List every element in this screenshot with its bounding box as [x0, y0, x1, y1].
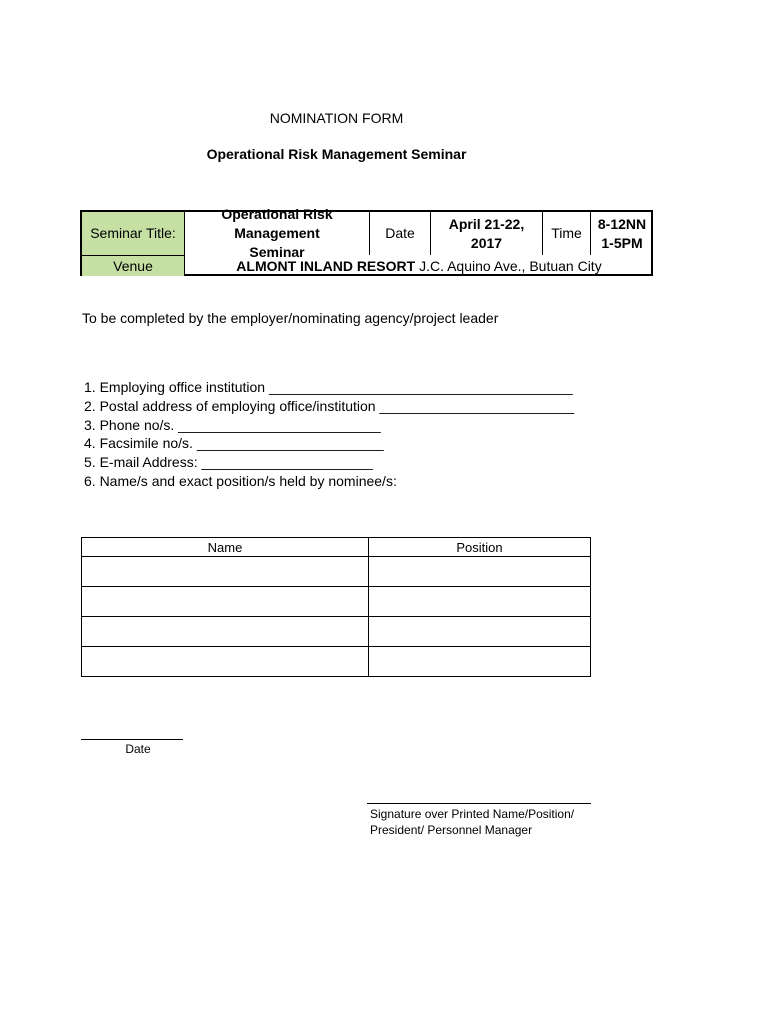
- seminar-title-value: Operational Risk Management Seminar: [221, 206, 333, 260]
- table-row: [82, 646, 590, 677]
- name-cell[interactable]: [82, 617, 368, 646]
- position-cell[interactable]: [369, 557, 590, 586]
- seminar-title-label: Seminar Title:: [82, 212, 184, 255]
- table-row: [82, 586, 590, 616]
- position-cell[interactable]: [369, 617, 590, 646]
- item-nominees: 6. Name/s and exact position/s held by nominee/s:: [84, 472, 397, 489]
- venue-label: Venue: [82, 256, 184, 276]
- time-value: [591, 212, 653, 255]
- date-signature-line: [81, 739, 183, 740]
- venue-name: ALMONT INLAND RESORT: [236, 257, 416, 274]
- divider: [430, 212, 431, 255]
- divider: [369, 212, 370, 255]
- time-label: Time: [551, 225, 582, 241]
- item-employing-office: 1. Employing office institution _______________________________________: [84, 379, 573, 395]
- column-header-name: Name: [207, 539, 243, 555]
- name-cell[interactable]: [82, 587, 368, 616]
- item-postal-address: 2. Postal address of employing office/institution _________________________: [84, 397, 575, 414]
- signature-label-line-2: President/ Personnel Manager: [370, 823, 533, 837]
- date-label-footer: Date: [125, 742, 151, 756]
- time-value-morning: 8-12NN: [597, 215, 647, 232]
- form-title: NOMINATION FORM: [269, 110, 404, 126]
- name-cell[interactable]: [82, 647, 368, 677]
- name-cell[interactable]: [82, 557, 368, 586]
- venue-address: J.C. Aquino Ave., Butuan City: [419, 257, 602, 274]
- position-cell[interactable]: [369, 647, 590, 677]
- position-cell[interactable]: [369, 587, 590, 616]
- divider: [590, 212, 591, 255]
- table-row: [82, 616, 590, 646]
- form-items-list: [84, 378, 574, 491]
- signature-label: [370, 806, 574, 838]
- column-header-position: Position: [456, 539, 503, 555]
- intro-text: To be completed by the employer/nominating agency/project leader: [82, 310, 499, 326]
- divider: [184, 212, 185, 276]
- item-facsimile: 4. Facsimile no/s. ________________________: [84, 435, 384, 452]
- form-subtitle: Operational Risk Management Seminar: [206, 146, 467, 162]
- divider: [542, 212, 543, 255]
- date-label: Date: [385, 225, 415, 241]
- nominee-table: [81, 537, 591, 677]
- time-value-afternoon: 1-5PM: [601, 234, 643, 251]
- signature-line: [367, 803, 591, 804]
- divider: [82, 255, 184, 256]
- signature-label-line-1: Signature over Printed Name/Position/: [370, 807, 575, 821]
- table-row: [82, 556, 590, 586]
- item-email: 5. E-mail Address: ______________________: [84, 454, 373, 471]
- seminar-info-table: [80, 206, 653, 276]
- date-value: April 21-22, 2017: [448, 215, 525, 251]
- item-phone: 3. Phone no/s. __________________________: [84, 416, 381, 433]
- venue-value: [185, 256, 653, 276]
